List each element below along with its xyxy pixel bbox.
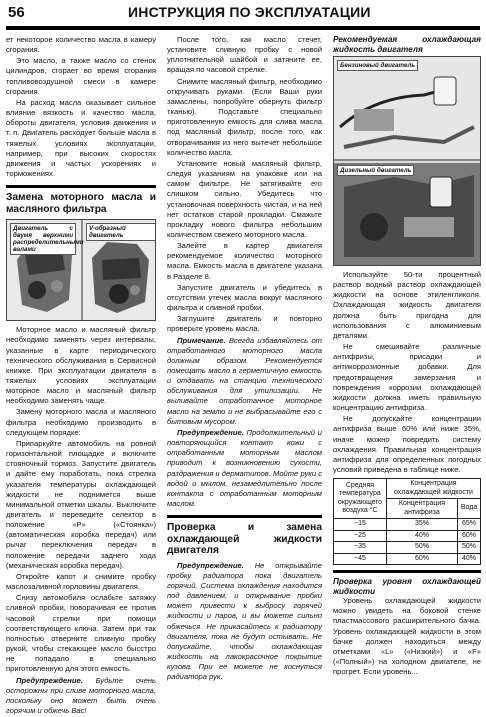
table-header-water: Вода xyxy=(458,499,481,519)
table-cell: 65% xyxy=(458,519,481,531)
engine-photos xyxy=(6,219,156,321)
section-rule xyxy=(6,185,156,188)
section-subheading: Проверка уровня охлаждающей жидкости xyxy=(333,577,481,596)
section-rule xyxy=(333,570,481,573)
column-3 xyxy=(333,35,481,678)
figure-label-left: Двигатель с двумя верхними распределительными валами xyxy=(10,223,76,255)
table-row xyxy=(334,553,481,565)
section-heading: Замена моторного масла и масляного фильтра xyxy=(6,192,156,215)
photo-label-diesel: Дизельный двигатель xyxy=(337,165,414,176)
table-cell: −25 xyxy=(334,530,387,542)
paragraph: Припаркуйте автомобиль на ровной горизонтальной площадке и включите стояночный тормоз. Запустите двигатель и дайте ему поработать, пока стрелка указателя температуры охлаждающей жидкости не поднимется выше минимальной отметки шкалы. Выключите двигатель и переведите селектор в положение «P» («Стоянка») (автоматическая коробка передач) или рычаг переключения передач в положение передачи заднего хода (механическая коробка передач). xyxy=(6,438,156,570)
paragraph: Это масло, а также масло со стенок цилиндров, сгорает во время сгорания топливовоздушной смеси в камере сгорания. xyxy=(6,56,156,96)
paragraph: Не допускайте концентрации антифриза выше 60% или ниже 35%, иначе можно повредить систему охлаждения. Правильная концентрация антифриза для определенных погодных условий приведена в таблице ниже. xyxy=(333,414,481,474)
table-cell: −15 xyxy=(334,519,387,531)
table-cell: −35 xyxy=(334,542,387,554)
table-header-antifreeze: Концентрация антифриза xyxy=(386,499,457,519)
table-header-temp: Средняя температура окружающего воздуха °С xyxy=(334,479,387,519)
photo-label-gasoline: Бензиновый двигатель xyxy=(337,60,418,71)
paragraph: Снимите масляный фильтр, необходимо откручивать руками. (Если Ваши руки замаслены, попробуйте обернуть фильтр тканью). Подставьте специально приготовленную емкость для слива масла под масляный фильтр, после того, как отворачивания из него вытечет небольшое количество масла. xyxy=(167,76,322,157)
paragraph: Заглушите двигатель и повторно проверьте уровень масла. xyxy=(167,314,322,334)
warning-text: Будьте очень осторожны при сливе моторного масла, поскольку оно может быть очень горячим и обжечь Вас! xyxy=(6,675,156,715)
table-cell: 35% xyxy=(386,519,457,531)
note-text: Всегда избавляйтесь от отработанного моторного масла должным образом. Рекомендуется помещать масло в герметичную емкость и отдавать на станцию технического обслуживания для утилизации. Не выливайте отработанное моторное масло на землю и не выбрасывайте его с бытовым мусором. xyxy=(167,335,322,426)
paragraph: Уровень охлаждающей жидкости можно увидеть на боковой стенке пластмассового расширительного бачка. Уровень охлаждающей жидкости в этом бачке должен находиться между отметками «L» («Низкий») и «F» («Полный») на холодном двигателе, не прогрет. Если уровень... xyxy=(333,596,481,677)
section-heading: Проверка и замена охлаждающей жидкости двигателя xyxy=(167,522,322,557)
table-header-concentration: Концентрация охлаждающей жидкости xyxy=(386,479,480,499)
warning-label: Предупреждение. xyxy=(177,427,244,437)
paragraph: Установите новый масляный фильтр, следуя указаниям на упаковке или на самом фильтре. Не затягивайте его слишком сильно. Убедитесь что установочная поверхность чистая, и на ней нет остатков старой прокладки. Смажьте прокладку нового фильтра небольшим количеством свежего моторного масла. xyxy=(167,158,322,239)
page-title: ИНСТРУКЦИЯ ПО ЭКСПЛУАТАЦИИ xyxy=(128,4,371,20)
figure-label-right: V-образный двигатель xyxy=(86,223,156,241)
table-cell: 40% xyxy=(386,530,457,542)
paragraph: Запустите двигатель и убедитесь в отсутствии утечек масла вокруг масляного фильтра и сливной пробки. xyxy=(167,282,322,313)
page-header xyxy=(0,0,486,31)
section-rule xyxy=(167,515,322,518)
coolant-photos-image xyxy=(334,57,481,265)
header-rule xyxy=(6,26,480,30)
paragraph: Замену моторного масла и масляного фильтра необходимо производить в следующем порядке: xyxy=(6,407,156,437)
paragraph: Откройте капот и снимите пробку маслозаливной горловины двигателя. xyxy=(6,571,156,592)
note-label: Примечание. xyxy=(177,335,226,345)
table-cell: 50% xyxy=(458,542,481,554)
table-cell: 60% xyxy=(458,530,481,542)
paragraph: Не смешивайте различные антифризы, присадки и антикоррозионные добавки. Для предотвращения замерзания и повреждения коррозии охлаждающей жидкости должна иметь правильную концентрацию антифриза. xyxy=(333,342,481,413)
table-row xyxy=(334,542,481,554)
warning-text: Не открывайте пробку радиатора пока двигатель горячий. Система охлаждения находится под давлением, и открывание пробки может привести к выбросу горячей жидкости и паров, и вы можете сильно обжечься. Не прикасайтесь к радиатору двигателя, пока не будут остывать. Не допускайте, чтобы охлаждающая жидкость на лакокрасочное покрытие кузова. При ее можете не коснуться радиатора рук. xyxy=(167,560,322,682)
page-number: 56 xyxy=(8,4,25,21)
paragraph: Залейте в картер двигателя рекомендуемое количество моторного масла. Емкость масла в двигателе указана в Разделе 8. xyxy=(167,241,322,281)
column-1 xyxy=(6,35,156,717)
paragraph: Используйте 50-ти процентный раствор водный раствор охлаждающей жидкости на основе этиленгликоля. Охлаждающая жидкость двигателя должна быть пригодна для использования с алюминиевым деталями. xyxy=(333,270,481,340)
warning-label: Предупреждение. xyxy=(177,560,244,570)
antifreeze-table xyxy=(333,478,481,565)
column-2 xyxy=(167,35,322,684)
coolant-photos xyxy=(333,56,481,266)
paragraph: На расход масла оказывает сильное влияние вязкость и качество масла, обороты двигателя, условия движения и т. п. Двигатель расходует больше масла в тяжелых условиях эксплуатации, например, при высоких скоростях движения и частых ускорениях и торможениях. xyxy=(6,97,156,179)
table-cell: 40% xyxy=(458,553,481,565)
paragraph: ет некоторое количество масла в камеру сгорания. xyxy=(6,35,156,55)
table-row xyxy=(334,519,481,531)
paragraph: Снизу автомобиля ослабьте затяжку сливной пробки, поворачивая ее против часовой стрелки при помощи соответствующего ключа. Затем при так полностью отверните сливную пробку рукой, чтобы стекающее масло бысстро не попадало в специально приготовленную для этого емкость. xyxy=(6,593,156,674)
figure-caption: Рекомендуемая охлаждающая жидкость двигателя xyxy=(333,35,481,54)
paragraph: После того, как масло стечет, установите сливную пробку с новой уплотнительной шайбой и затяните ее, вращая по часовой стрелке. xyxy=(167,35,322,75)
warning-label: Предупреждение. xyxy=(16,675,83,685)
paragraph: Моторное масло и масляный фильтр необходимо заменять через интервалы, указанные в карте периодического технического обслуживания в Сервисной книжке. При эксплуатации двигателя в тяжелых условиях эксплуатации моторное масло и масляный фильтр необходимо заменять чаще. xyxy=(6,325,156,406)
table-cell: −45 xyxy=(334,553,387,565)
warning-text: Продолжительный и повторяющийся контакт кожи с отработанным моторным маслом приводит к возникновению сухости, раздражения и дерматитов. Мойте руки с водой и мылом, незамедлительно после контакта с отработанным моторным маслом. xyxy=(167,427,322,509)
table-row xyxy=(334,530,481,542)
table-cell: 60% xyxy=(386,553,457,565)
table-cell: 50% xyxy=(386,542,457,554)
